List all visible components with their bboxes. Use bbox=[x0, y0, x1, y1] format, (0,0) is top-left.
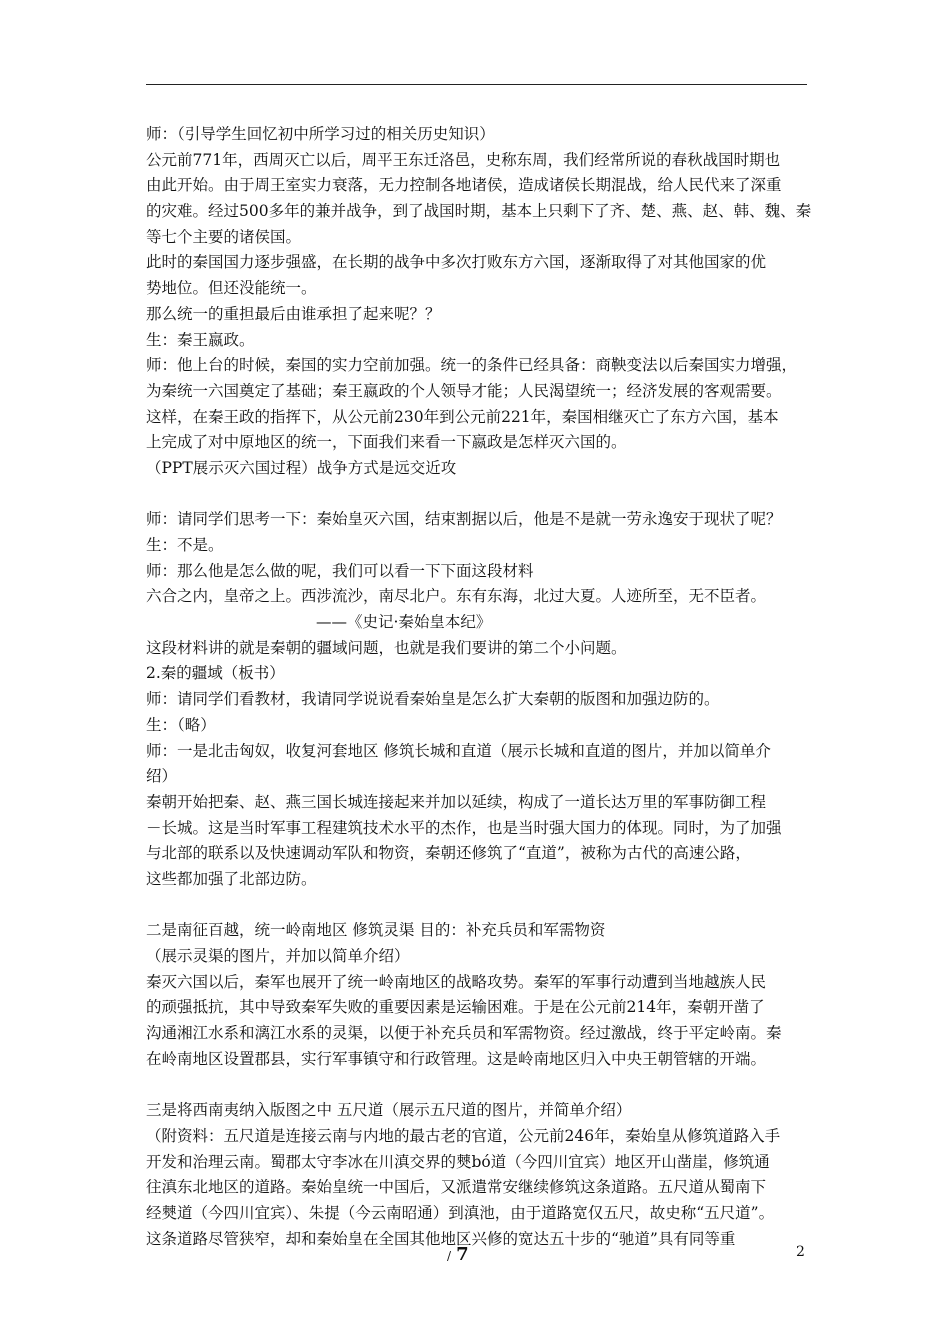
text-line: 绍） bbox=[146, 767, 178, 786]
text-line: 三是将西南夷纳入版图之中 五尺道（展示五尺道的图片，并简单介绍） bbox=[146, 1101, 632, 1120]
text-line: 的顽强抵抗，其中导致秦军失败的重要因素是运输困难。于是在公元前214年，秦朝开凿了 bbox=[146, 998, 765, 1017]
text-line: 师：请同学们思考一下：秦始皇灭六国，结束割据以后，他是不是就一劳永逸安于现状了呢？ bbox=[146, 510, 782, 529]
page-count bbox=[447, 1244, 469, 1265]
section-heading: 2.秦的疆域（板书） bbox=[146, 664, 285, 683]
page-number: 2 bbox=[796, 1244, 805, 1260]
text-line: 师：他上台的时候，秦国的实力空前加强。统一的条件已经具备：商鞅变法以后秦国实力增强， bbox=[146, 356, 798, 375]
text-line: 等七个主要的诸侯国。 bbox=[146, 227, 302, 246]
text-line: 此时的秦国国力逐步强盛，在长期的战争中多次打败东方六国，逐渐取得了对其他国家的优 bbox=[146, 253, 767, 272]
text-line: 这条道路尽管狭窄，却和秦始皇在全国其他地区兴修的宽达五十步的“驰道”具有同等重 bbox=[146, 1229, 736, 1248]
text-line: 公元前771年，西周灭亡以后，周平王东迁洛邑，史称东周，我们经常所说的春秋战国时期也 bbox=[146, 150, 781, 169]
quote-source: ——《史记·秦始皇本纪》 bbox=[316, 613, 492, 632]
text-line: 与北部的联系以及快速调动军队和物资，秦朝还修筑了“直道”，被称为古代的高速公路， bbox=[146, 844, 751, 863]
text-line: 这段材料讲的就是秦朝的疆域问题，也就是我们要讲的第二个小问题。 bbox=[146, 638, 627, 657]
text-line: 的灾难。经过500多年的兼并战争，到了战国时期，基本上只剩下了齐、楚、燕、赵、韩、魏、秦 bbox=[146, 202, 812, 221]
page-slash: / bbox=[447, 1249, 452, 1263]
text-line: 二是南征百越，统一岭南地区 修筑灵渠 目的：补充兵员和军需物资 bbox=[146, 921, 606, 940]
text-line: 师：那么他是怎么做的呢，我们可以看一下下面这段材料 bbox=[146, 561, 534, 580]
text-line: 为秦统一六国奠定了基础；秦王嬴政的个人领导才能；人民渴望统一；经济发展的客观需要。 bbox=[146, 381, 782, 400]
text-line: 生：秦王嬴政。 bbox=[146, 330, 255, 349]
text-line: 秦朝开始把秦、赵、燕三国长城连接起来并加以延续，构成了一道长达万里的军事防御工程 bbox=[146, 792, 767, 811]
text-line: 势地位。但还没能统一。 bbox=[146, 279, 317, 298]
text-line: 师：请同学们看教材，我请同学说说看秦始皇是怎么扩大秦朝的版图和加强边防的。 bbox=[146, 690, 720, 709]
text-line: 师：一是北击匈奴，收复河套地区 修筑长城和直道（展示长城和直道的图片，并加以简单介 bbox=[146, 741, 771, 760]
text-line: 开发和治理云南。蜀郡太守李冰在川滇交界的僰bó道（今四川宜宾）地区开山凿崖，修筑通 bbox=[146, 1152, 770, 1171]
text-line: （PPT展示灭六国过程）战争方式是远交近攻 bbox=[146, 458, 457, 477]
text-line: 上完成了对中原地区的统一，下面我们来看一下嬴政是怎样灭六国的。 bbox=[146, 433, 627, 452]
text-line: 往滇东北地区的道路。秦始皇统一中国后，又派遣常安继续修筑这条道路。五尺道从蜀南下 bbox=[146, 1178, 767, 1197]
document-body bbox=[146, 122, 818, 1252]
text-line: 这样，在秦王政的指挥下，从公元前230年到公元前221年，秦国相继灭亡了东方六国，基本 bbox=[146, 407, 779, 426]
text-line: 在岭南地区设置郡县，实行军事镇守和行政管理。这是岭南地区归入中央王朝管辖的开端。 bbox=[146, 1049, 767, 1068]
quote-line: 六合之内，皇帝之上。西涉流沙，南尽北户。东有东海，北过大夏。人迹所至，无不臣者。 bbox=[146, 587, 767, 606]
header-rule bbox=[146, 84, 807, 85]
text-line: 由此开始。由于周王室实力衰落，无力控制各地诸侯，造成诸侯长期混战，给人民代来了深重 bbox=[146, 176, 782, 195]
text-line: 师：（引导学生回忆初中所学习过的相关历史知识） bbox=[146, 125, 495, 143]
text-line: （附资料：五尺道是连接云南与内地的最古老的官道，公元前246年，秦始皇从修筑道路入手 bbox=[146, 1126, 781, 1145]
total-pages: 7 bbox=[456, 1244, 469, 1265]
text-line: 那么统一的重担最后由谁承担了起来呢？？ bbox=[146, 304, 441, 323]
text-line: 生：不是。 bbox=[146, 536, 224, 554]
blank-line bbox=[146, 482, 818, 508]
text-line: （展示灵渠的图片，并加以简单介绍） bbox=[146, 947, 410, 965]
blank-line bbox=[146, 893, 818, 919]
blank-line bbox=[146, 1072, 818, 1098]
text-line: 这些都加强了北部边防。 bbox=[146, 869, 317, 888]
text-line: －长城。这是当时军事工程建筑技术水平的杰作，也是当时强大国力的体现。同时，为了加强 bbox=[146, 818, 782, 837]
text-line: 生：（略） bbox=[146, 715, 216, 734]
text-line: 沟通湘江水系和漓江水系的灵渠，以便于补充兵员和军需物资。经过激战，终于平定岭南。秦 bbox=[146, 1024, 782, 1043]
text-line: 秦灭六国以后，秦军也展开了统一岭南地区的战略攻势。秦军的军事行动遭到当地越族人民 bbox=[146, 972, 767, 991]
text-line: 经僰道（今四川宜宾）、朱提（今云南昭通）到滇池，由于道路宽仅五尺，故史称“五尺道”。 bbox=[146, 1203, 775, 1222]
